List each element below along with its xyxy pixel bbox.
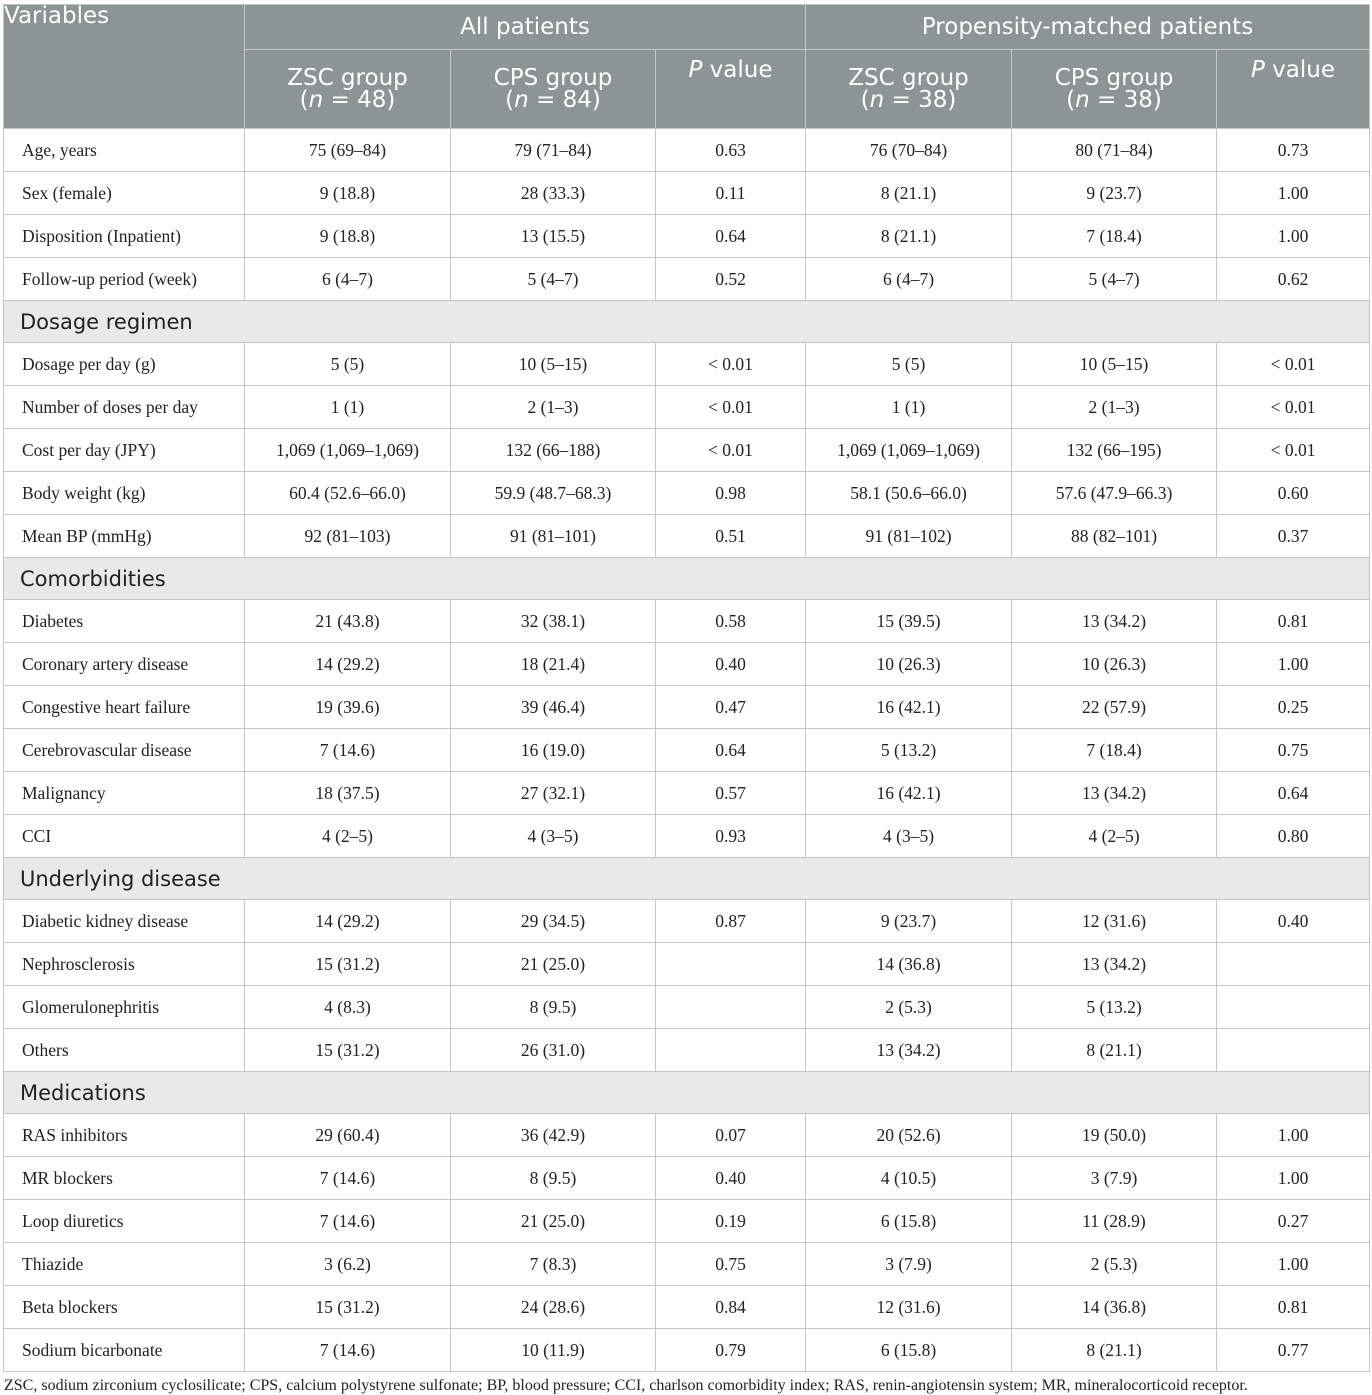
section-header-row [4,558,1370,600]
header-all-patients: All patients [245,5,806,50]
section-title: Dosage regimen [4,301,1370,343]
all-p-value-cell: < 0.01 [656,386,806,429]
matched-p-value-cell: < 0.01 [1217,429,1370,472]
all-p-value-cell: 0.52 [656,258,806,301]
matched-cps-cell: 13 (34.2) [1012,600,1217,643]
table-row [4,643,1370,686]
table-row [4,129,1370,172]
matched-cps-cell: 3 (7.9) [1012,1157,1217,1200]
matched-p-value-cell: 0.40 [1217,900,1370,943]
row-label: Malignancy [4,772,245,815]
table-figure [3,4,1369,1395]
row-label: Beta blockers [4,1286,245,1329]
row-label: CCI [4,815,245,858]
table-row [4,686,1370,729]
table-row [4,1114,1370,1157]
matched-cps-cell: 7 (18.4) [1012,729,1217,772]
table-row [4,343,1370,386]
all-p-value-cell: 0.63 [656,129,806,172]
row-label: Sex (female) [4,172,245,215]
all-zsc-cell: 15 (31.2) [245,1286,451,1329]
all-cps-cell: 79 (71–84) [451,129,656,172]
matched-p-value-cell: 0.64 [1217,772,1370,815]
matched-p-value-cell: 0.62 [1217,258,1370,301]
table-row [4,1286,1370,1329]
all-zsc-cell: 60.4 (52.6–66.0) [245,472,451,515]
table-row [4,515,1370,558]
matched-p-value-cell: 0.60 [1217,472,1370,515]
matched-p-value-cell: 0.27 [1217,1200,1370,1243]
header-variables: Variables [4,5,245,129]
all-cps-cell: 132 (66–188) [451,429,656,472]
section-title: Medications [4,1072,1370,1114]
row-label: Coronary artery disease [4,643,245,686]
all-cps-cell: 10 (11.9) [451,1329,656,1372]
table-row [4,429,1370,472]
matched-p-value-cell: 1.00 [1217,643,1370,686]
all-zsc-cell: 15 (31.2) [245,943,451,986]
row-label: Thiazide [4,1243,245,1286]
table-header [4,5,1370,129]
matched-p-value-cell: 1.00 [1217,172,1370,215]
matched-cps-cell: 88 (82–101) [1012,515,1217,558]
table-row [4,258,1370,301]
all-zsc-cell: 19 (39.6) [245,686,451,729]
table-row [4,815,1370,858]
row-label: Follow-up period (week) [4,258,245,301]
matched-cps-cell: 57.6 (47.9–66.3) [1012,472,1217,515]
all-p-value-cell: 0.40 [656,643,806,686]
all-p-value-cell: 0.11 [656,172,806,215]
matched-cps-cell: 4 (2–5) [1012,815,1217,858]
table-row [4,943,1370,986]
matched-zsc-cell: 58.1 (50.6–66.0) [806,472,1012,515]
matched-zsc-cell: 76 (70–84) [806,129,1012,172]
section-header-row [4,858,1370,900]
matched-cps-cell: 8 (21.1) [1012,1329,1217,1372]
header-matched-cps: CPS group (n = 38) [1012,50,1217,129]
all-zsc-cell: 7 (14.6) [245,1329,451,1372]
matched-zsc-cell: 8 (21.1) [806,215,1012,258]
matched-zsc-cell: 3 (7.9) [806,1243,1012,1286]
all-p-value-cell: 0.19 [656,1200,806,1243]
all-p-value-cell: 0.64 [656,729,806,772]
row-label: Body weight (kg) [4,472,245,515]
all-cps-cell: 10 (5–15) [451,343,656,386]
all-zsc-cell: 7 (14.6) [245,729,451,772]
all-zsc-cell: 5 (5) [245,343,451,386]
table-row [4,772,1370,815]
table-row [4,1200,1370,1243]
all-cps-cell: 24 (28.6) [451,1286,656,1329]
matched-p-value-cell: < 0.01 [1217,343,1370,386]
all-p-value-cell [656,943,806,986]
section-title: Comorbidities [4,558,1370,600]
all-cps-cell: 28 (33.3) [451,172,656,215]
matched-zsc-cell: 16 (42.1) [806,686,1012,729]
row-label: Diabetes [4,600,245,643]
row-label: RAS inhibitors [4,1114,245,1157]
table-row [4,986,1370,1029]
all-zsc-cell: 18 (37.5) [245,772,451,815]
row-label: Glomerulonephritis [4,986,245,1029]
row-label: Mean BP (mmHg) [4,515,245,558]
matched-p-value-cell: 0.73 [1217,129,1370,172]
matched-p-value-cell: 0.81 [1217,600,1370,643]
all-zsc-cell: 14 (29.2) [245,643,451,686]
all-p-value-cell: 0.47 [656,686,806,729]
matched-zsc-cell: 5 (13.2) [806,729,1012,772]
matched-p-value-cell: 0.81 [1217,1286,1370,1329]
matched-zsc-cell: 9 (23.7) [806,900,1012,943]
row-label: Disposition (Inpatient) [4,215,245,258]
all-cps-cell: 16 (19.0) [451,729,656,772]
all-zsc-cell: 29 (60.4) [245,1114,451,1157]
all-cps-cell: 39 (46.4) [451,686,656,729]
all-p-value-cell [656,1029,806,1072]
row-label: Nephrosclerosis [4,943,245,986]
matched-p-value-cell: 0.37 [1217,515,1370,558]
all-cps-cell: 59.9 (48.7–68.3) [451,472,656,515]
matched-p-value-cell: 1.00 [1217,1157,1370,1200]
all-zsc-cell: 14 (29.2) [245,900,451,943]
header-matched-p-value: P value [1217,50,1370,129]
matched-cps-cell: 11 (28.9) [1012,1200,1217,1243]
all-p-value-cell: 0.75 [656,1243,806,1286]
all-zsc-cell: 1,069 (1,069–1,069) [245,429,451,472]
all-cps-cell: 13 (15.5) [451,215,656,258]
row-label: Age, years [4,129,245,172]
matched-p-value-cell: 1.00 [1217,1114,1370,1157]
table-row [4,1329,1370,1372]
table-row [4,1029,1370,1072]
matched-zsc-cell: 4 (3–5) [806,815,1012,858]
matched-zsc-cell: 6 (4–7) [806,258,1012,301]
section-header-row [4,1072,1370,1114]
all-p-value-cell: 0.79 [656,1329,806,1372]
header-propensity-matched: Propensity-matched patients [806,5,1370,50]
table-row [4,215,1370,258]
row-label: Diabetic kidney disease [4,900,245,943]
matched-zsc-cell: 6 (15.8) [806,1200,1012,1243]
all-p-value-cell: 0.51 [656,515,806,558]
row-label: MR blockers [4,1157,245,1200]
matched-zsc-cell: 91 (81–102) [806,515,1012,558]
all-cps-cell: 7 (8.3) [451,1243,656,1286]
all-cps-cell: 8 (9.5) [451,1157,656,1200]
table-row [4,729,1370,772]
matched-zsc-cell: 15 (39.5) [806,600,1012,643]
row-label: Dosage per day (g) [4,343,245,386]
all-zsc-cell: 9 (18.8) [245,172,451,215]
matched-cps-cell: 10 (26.3) [1012,643,1217,686]
all-zsc-cell: 4 (8.3) [245,986,451,1029]
all-p-value-cell: 0.07 [656,1114,806,1157]
all-zsc-cell: 7 (14.6) [245,1200,451,1243]
matched-cps-cell: 22 (57.9) [1012,686,1217,729]
row-label: Number of doses per day [4,386,245,429]
matched-p-value-cell [1217,943,1370,986]
matched-zsc-cell: 16 (42.1) [806,772,1012,815]
matched-cps-cell: 2 (5.3) [1012,1243,1217,1286]
row-label: Cost per day (JPY) [4,429,245,472]
row-label: Others [4,1029,245,1072]
table-row [4,600,1370,643]
row-label: Cerebrovascular disease [4,729,245,772]
all-cps-cell: 21 (25.0) [451,1200,656,1243]
all-zsc-cell: 1 (1) [245,386,451,429]
all-zsc-cell: 7 (14.6) [245,1157,451,1200]
matched-cps-cell: 5 (4–7) [1012,258,1217,301]
all-cps-cell: 18 (21.4) [451,643,656,686]
all-zsc-cell: 21 (43.8) [245,600,451,643]
section-header-row [4,301,1370,343]
all-cps-cell: 36 (42.9) [451,1114,656,1157]
all-zsc-cell: 4 (2–5) [245,815,451,858]
table-footnote: ZSC, sodium zirconium cyclosilicate; CPS, calcium polystyrene sulfonate; BP, blood pressure; CCI, charlson comorbidity index; RAS, renin-angiotensin system; MR, mineralocorticoid receptor. [4,1377,1248,1394]
matched-p-value-cell: 0.25 [1217,686,1370,729]
matched-cps-cell: 80 (71–84) [1012,129,1217,172]
matched-p-value-cell: 0.80 [1217,815,1370,858]
all-cps-cell: 4 (3–5) [451,815,656,858]
all-cps-cell: 5 (4–7) [451,258,656,301]
header-all-zsc: ZSC group (n = 48) [245,50,451,129]
all-zsc-cell: 3 (6.2) [245,1243,451,1286]
matched-cps-cell: 14 (36.8) [1012,1286,1217,1329]
matched-p-value-cell [1217,986,1370,1029]
all-cps-cell: 2 (1–3) [451,386,656,429]
matched-zsc-cell: 13 (34.2) [806,1029,1012,1072]
all-cps-cell: 91 (81–101) [451,515,656,558]
all-p-value-cell: < 0.01 [656,343,806,386]
all-p-value-cell: 0.64 [656,215,806,258]
matched-zsc-cell: 14 (36.8) [806,943,1012,986]
matched-cps-cell: 5 (13.2) [1012,986,1217,1029]
header-all-cps: CPS group (n = 84) [451,50,656,129]
matched-zsc-cell: 4 (10.5) [806,1157,1012,1200]
table-row [4,1243,1370,1286]
all-zsc-cell: 9 (18.8) [245,215,451,258]
all-cps-cell: 27 (32.1) [451,772,656,815]
all-zsc-cell: 92 (81–103) [245,515,451,558]
table-row [4,386,1370,429]
matched-cps-cell: 19 (50.0) [1012,1114,1217,1157]
section-title: Underlying disease [4,858,1370,900]
matched-p-value-cell: 0.77 [1217,1329,1370,1372]
table-row [4,472,1370,515]
matched-cps-cell: 7 (18.4) [1012,215,1217,258]
matched-cps-cell: 132 (66–195) [1012,429,1217,472]
all-p-value-cell: 0.40 [656,1157,806,1200]
matched-cps-cell: 13 (34.2) [1012,943,1217,986]
table-row [4,1157,1370,1200]
matched-p-value-cell: 0.75 [1217,729,1370,772]
matched-p-value-cell: 1.00 [1217,215,1370,258]
matched-zsc-cell: 8 (21.1) [806,172,1012,215]
matched-cps-cell: 9 (23.7) [1012,172,1217,215]
all-p-value-cell [656,986,806,1029]
matched-zsc-cell: 6 (15.8) [806,1329,1012,1372]
all-p-value-cell: < 0.01 [656,429,806,472]
matched-zsc-cell: 20 (52.6) [806,1114,1012,1157]
all-cps-cell: 32 (38.1) [451,600,656,643]
matched-zsc-cell: 2 (5.3) [806,986,1012,1029]
all-cps-cell: 26 (31.0) [451,1029,656,1072]
all-p-value-cell: 0.98 [656,472,806,515]
matched-cps-cell: 12 (31.6) [1012,900,1217,943]
matched-zsc-cell: 1 (1) [806,386,1012,429]
table-row [4,900,1370,943]
header-matched-zsc: ZSC group (n = 38) [806,50,1012,129]
all-p-value-cell: 0.57 [656,772,806,815]
matched-p-value-cell: 1.00 [1217,1243,1370,1286]
row-label: Loop diuretics [4,1200,245,1243]
matched-zsc-cell: 10 (26.3) [806,643,1012,686]
matched-zsc-cell: 12 (31.6) [806,1286,1012,1329]
matched-cps-cell: 2 (1–3) [1012,386,1217,429]
matched-p-value-cell [1217,1029,1370,1072]
all-p-value-cell: 0.87 [656,900,806,943]
matched-zsc-cell: 5 (5) [806,343,1012,386]
all-zsc-cell: 15 (31.2) [245,1029,451,1072]
all-p-value-cell: 0.58 [656,600,806,643]
matched-zsc-cell: 1,069 (1,069–1,069) [806,429,1012,472]
all-zsc-cell: 75 (69–84) [245,129,451,172]
matched-cps-cell: 8 (21.1) [1012,1029,1217,1072]
all-cps-cell: 29 (34.5) [451,900,656,943]
all-cps-cell: 8 (9.5) [451,986,656,1029]
all-zsc-cell: 6 (4–7) [245,258,451,301]
all-p-value-cell: 0.84 [656,1286,806,1329]
matched-cps-cell: 13 (34.2) [1012,772,1217,815]
row-label: Congestive heart failure [4,686,245,729]
matched-p-value-cell: < 0.01 [1217,386,1370,429]
table-row [4,172,1370,215]
matched-cps-cell: 10 (5–15) [1012,343,1217,386]
header-all-p-value: P value [656,50,806,129]
all-p-value-cell: 0.93 [656,815,806,858]
table-body [4,129,1370,1372]
row-label: Sodium bicarbonate [4,1329,245,1372]
patient-characteristics-table [3,4,1370,1372]
all-cps-cell: 21 (25.0) [451,943,656,986]
